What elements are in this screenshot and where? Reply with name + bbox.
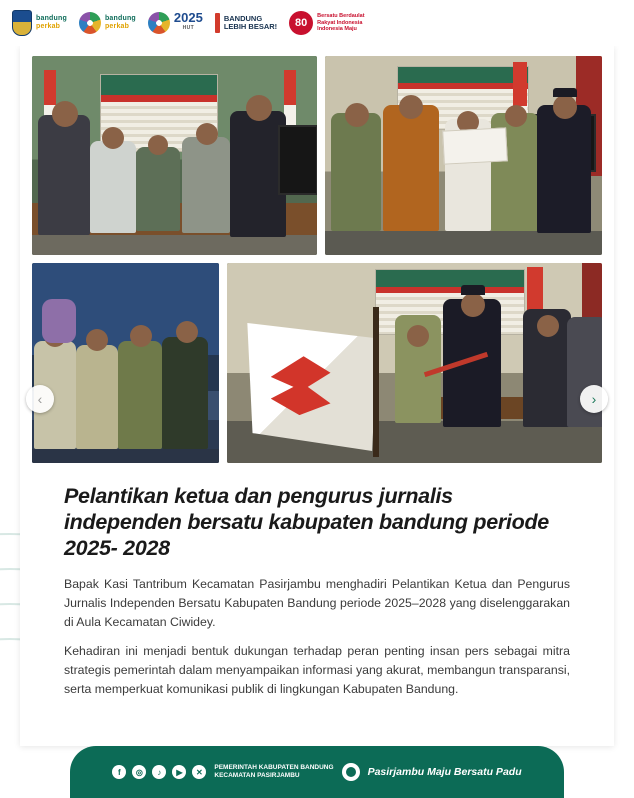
bandung-lebih-besar-logo bbox=[215, 9, 277, 37]
footer-bar bbox=[70, 746, 564, 798]
gallery-row-bottom bbox=[32, 263, 602, 463]
youtube-icon[interactable]: ▶ bbox=[172, 765, 186, 779]
facebook-icon[interactable]: f bbox=[112, 765, 126, 779]
photo-scene bbox=[32, 56, 317, 255]
hut-2025-logo bbox=[148, 9, 203, 37]
crest-icon bbox=[12, 10, 32, 36]
photo-scene bbox=[32, 263, 219, 463]
photo-scene bbox=[325, 56, 602, 255]
logo-text bbox=[36, 15, 67, 31]
logo-line2: LEBIH BESAR! bbox=[223, 22, 278, 31]
bandung-flower-logo bbox=[79, 9, 136, 37]
photo-penyerahan-bendera[interactable] bbox=[227, 263, 602, 463]
logo-label: bandung bbox=[36, 15, 67, 22]
article-text-block bbox=[20, 471, 614, 699]
page-title: Pelantikan ketua dan pengurus jurnalis independen bersatu kabupaten bandung periode 2025- 2028 bbox=[64, 484, 549, 560]
gallery-next-button[interactable]: › bbox=[580, 385, 608, 413]
eighty-badge-icon: 80 bbox=[289, 11, 313, 35]
year-text bbox=[174, 12, 203, 34]
footer-organization bbox=[214, 764, 333, 780]
article-paragraph-1: Bapak Kasi Tantribum Kecamatan Pasirjambu menghadiri Pelantikan Ketua dan Pengurus Jurnalis Independen Bersatu Kabupaten Bandung periode 2025–2028 yang diselenggarakan di Aula Kecamatan Ciwidey. bbox=[64, 577, 570, 629]
flower-icon bbox=[79, 12, 101, 34]
photo-press-conference[interactable] bbox=[32, 56, 317, 255]
footer-org-line1: PEMERINTAH KABUPATEN BANDUNG bbox=[214, 764, 334, 771]
photo-penyerahan-sk[interactable] bbox=[325, 56, 602, 255]
content-card bbox=[20, 46, 614, 746]
logo-text bbox=[317, 13, 364, 33]
footer-org-line2: KECAMATAN PASIRJAMBU bbox=[214, 772, 300, 779]
gallery-prev-button[interactable]: ‹ bbox=[26, 385, 54, 413]
social-icons bbox=[112, 765, 206, 779]
logo-text bbox=[224, 15, 277, 32]
logo-line3: Indonesia Maju bbox=[317, 26, 357, 33]
logo-text bbox=[105, 15, 136, 31]
header-logo-bar bbox=[0, 0, 634, 46]
logo-line1: Bersatu Berdaulat bbox=[317, 13, 365, 20]
logo-label: bandung bbox=[104, 15, 136, 22]
gallery-row-top bbox=[32, 56, 602, 255]
logo-sublabel: perkab bbox=[104, 23, 130, 30]
year-value: 2025 bbox=[173, 10, 203, 25]
anniversary-emblem-icon bbox=[148, 12, 170, 34]
red-bar-icon bbox=[215, 13, 220, 33]
instagram-icon[interactable]: ◎ bbox=[132, 765, 146, 779]
twitter-icon[interactable]: ✕ bbox=[192, 765, 206, 779]
photo-scene bbox=[227, 263, 602, 463]
kecamatan-seal-icon bbox=[342, 763, 360, 781]
logo-sublabel: perkab bbox=[36, 23, 61, 30]
year-sublabel: HUT bbox=[182, 25, 195, 31]
logo-line1: BANDUNG bbox=[223, 13, 263, 23]
footer bbox=[0, 746, 634, 798]
bandung-kabupaten-crest-logo bbox=[12, 9, 67, 37]
logo-line2: Rakyat Indonesia bbox=[317, 19, 363, 26]
tiktok-icon[interactable]: ♪ bbox=[152, 765, 166, 779]
photo-gallery[interactable] bbox=[20, 46, 614, 463]
article-paragraph-2: Kehadiran ini menjadi bentuk dukungan terhadap peran penting insan pers sebagai mitra strategis pemerintah dalam menyampaikan informasi yang akurat, membangun transparansi, serta memperkuat komunikasi publik di lingkungan Kabupaten Bandung. bbox=[64, 644, 570, 696]
hut-ri-80-logo bbox=[289, 9, 364, 37]
photo-tamu-undangan[interactable] bbox=[32, 263, 219, 463]
footer-tagline: Pasirjambu Maju Bersatu Padu bbox=[367, 766, 522, 778]
